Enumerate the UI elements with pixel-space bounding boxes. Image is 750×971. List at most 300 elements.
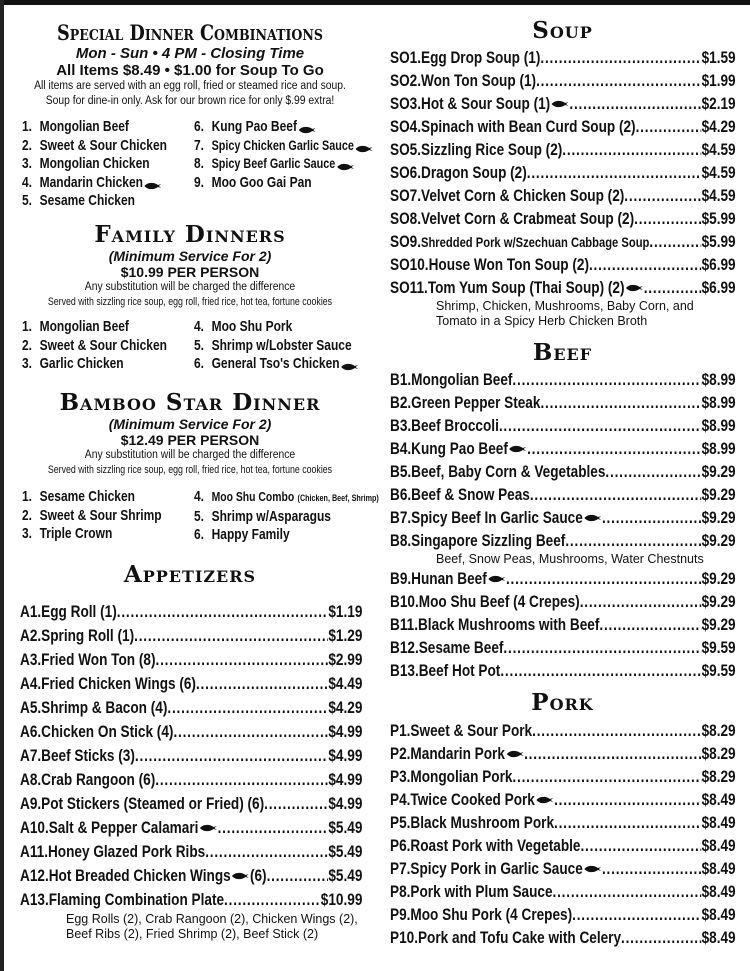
item-price: $9.29 <box>701 531 736 550</box>
item-code: B9. <box>390 569 412 588</box>
combo-item <box>22 525 190 544</box>
menu-item <box>390 788 736 811</box>
dot-leader <box>569 92 701 115</box>
menu-item <box>390 857 736 880</box>
menu-item <box>20 696 362 720</box>
item-name: Black Mushroom Pork <box>410 813 555 832</box>
combo-item <box>22 137 190 156</box>
item-price: $6.99 <box>701 278 736 297</box>
item-code: P1. <box>390 721 411 740</box>
item-price: $4.59 <box>701 186 736 205</box>
item-name: Beef Hot Pot <box>418 661 501 680</box>
item-price: $9.29 <box>701 569 736 588</box>
chili-pepper-icon <box>297 122 316 132</box>
menu-item <box>390 590 736 613</box>
combo-item <box>22 507 190 526</box>
combo-item <box>194 488 379 508</box>
item-number: 5. <box>22 192 33 209</box>
dot-leader <box>605 460 701 483</box>
menu-item <box>390 92 736 115</box>
item-code: SO2. <box>390 71 421 90</box>
dot-leader <box>530 483 702 506</box>
appetizers-list <box>20 600 448 942</box>
item-price: $9.29 <box>701 592 736 611</box>
item-price: $9.29 <box>701 462 736 481</box>
item-number: 1. <box>22 488 33 505</box>
combo-item <box>194 155 362 174</box>
menu-item <box>20 840 362 864</box>
dot-leader <box>264 792 328 816</box>
item-price: $9.29 <box>701 485 736 504</box>
item-number: 3. <box>22 155 33 172</box>
chili-pepper-icon <box>335 159 354 169</box>
item-code: B1. <box>390 370 412 389</box>
item-code: B6. <box>390 485 412 504</box>
item-code: A13. <box>20 890 49 909</box>
dot-leader <box>580 590 702 613</box>
combo-item <box>194 174 362 193</box>
item-code: A2. <box>20 626 42 645</box>
menu-item <box>390 276 736 299</box>
menu-item <box>20 672 362 696</box>
item-price: $4.29 <box>328 698 363 717</box>
dot-leader <box>512 765 701 788</box>
item-code: A7. <box>20 746 42 765</box>
item-price: $10.99 <box>320 890 363 909</box>
dot-leader <box>527 437 701 460</box>
item-code: P4. <box>390 790 411 809</box>
dot-leader <box>527 161 702 184</box>
item-name: Pork and Tofu Cake with Celery <box>417 928 622 947</box>
item-name: Hot & Sour Soup (1) <box>421 94 551 113</box>
item-name: Sizzling Rice Soup (2) <box>421 140 563 159</box>
item-name: Beef & Snow Peas <box>411 485 530 504</box>
item-number: 4. <box>194 318 205 335</box>
dot-leader <box>167 696 328 720</box>
item-price: $5.99 <box>701 209 736 228</box>
page-border-top <box>0 0 750 5</box>
chili-pepper-icon <box>354 141 373 151</box>
dot-leader <box>602 857 702 880</box>
item-name: Velvet Corn & Chicken Soup (2) <box>421 186 625 205</box>
item-code: SO3. <box>390 94 421 113</box>
combo-item <box>194 526 362 545</box>
dot-leader <box>503 636 701 659</box>
combo-item <box>194 337 362 356</box>
item-code: A5. <box>20 698 42 717</box>
item-price: $4.99 <box>328 722 363 741</box>
item-name: Shredded Pork w/Szechuan Cabbage Soup <box>421 234 650 250</box>
item-name: Spring Roll (1) <box>41 626 135 645</box>
menu-item <box>390 659 736 682</box>
menu-item <box>390 834 736 857</box>
item-code: A4. <box>20 674 42 693</box>
chili-pepper-icon <box>583 506 602 516</box>
item-code: SO4. <box>390 117 421 136</box>
menu-item <box>390 636 736 659</box>
item-price: $2.19 <box>701 94 736 113</box>
section-title: Special Dinner Combinations <box>57 20 323 45</box>
section-title: Bamboo Star Dinner <box>59 389 321 416</box>
menu-item <box>390 230 736 253</box>
item-name: Kung Pao Beef <box>211 118 297 135</box>
item-price: $8.29 <box>701 767 736 786</box>
item-price: $9.59 <box>701 638 736 657</box>
item-price: $8.49 <box>701 928 736 947</box>
beef-header <box>385 340 740 366</box>
item-name: Roast Pork with Vegetable <box>410 836 581 855</box>
dot-leader <box>524 742 701 765</box>
chili-pepper-icon <box>625 276 644 286</box>
item-price: $9.59 <box>701 661 736 680</box>
item-price: $1.29 <box>328 626 363 645</box>
combo-item <box>194 137 362 156</box>
menu-item <box>20 768 362 792</box>
item-name: Triple Crown <box>39 525 113 542</box>
dot-leader <box>532 719 701 742</box>
item-code: SO11. <box>390 278 428 297</box>
item-price: $1.59 <box>701 48 736 67</box>
dot-leader <box>205 840 328 864</box>
menu-item <box>390 567 736 590</box>
item-name: Pork with Plum Sauce <box>410 882 553 901</box>
item-code: B11. <box>390 615 418 634</box>
dot-leader <box>554 788 701 811</box>
item-code: A6. <box>20 722 42 741</box>
dot-leader <box>196 672 328 696</box>
item-number: 2. <box>22 136 33 154</box>
item-number: 1. <box>22 318 33 335</box>
combo-item <box>22 192 190 211</box>
dot-leader <box>649 230 701 253</box>
item-name: Mongolian Pork <box>410 767 513 786</box>
item-name: General Tso's Chicken <box>211 355 340 372</box>
item-code: B10. <box>390 592 419 611</box>
item-code: B13. <box>390 661 419 680</box>
description: All items are served with an egg roll, fried or steamed rice and soup. <box>34 80 346 92</box>
item-price: $9.29 <box>701 615 736 634</box>
item-price: $8.49 <box>701 813 736 832</box>
combo-item <box>22 337 190 356</box>
combo-item <box>22 488 190 507</box>
item-code: A3. <box>20 650 42 669</box>
chili-pepper-icon <box>583 857 602 867</box>
item-price: $8.99 <box>701 370 736 389</box>
dot-leader <box>634 207 701 230</box>
dot-leader <box>218 816 329 840</box>
dot-leader <box>540 46 701 69</box>
item-name: Happy Family <box>211 526 290 543</box>
item-name: Singapore Sizzling Beef <box>411 531 566 550</box>
item-price: $9.29 <box>701 508 736 527</box>
dot-leader <box>589 253 702 276</box>
menu-item <box>20 864 362 888</box>
item-number: 6. <box>194 118 205 135</box>
item-code: SO10. <box>390 255 429 274</box>
item-price: $8.29 <box>701 744 736 763</box>
section-title: Appetizers <box>123 561 257 588</box>
item-name: Honey Glazed Pork Ribs <box>47 842 206 861</box>
item-name: Moo Shu Pork <box>211 318 293 335</box>
dot-leader <box>173 720 328 744</box>
item-name: Mongolian Beef <box>411 370 513 389</box>
item-name: Fried Won Ton (8) <box>41 650 156 669</box>
menu-item <box>20 720 362 744</box>
item-price: $4.49 <box>328 674 363 693</box>
item-number: 7. <box>194 136 205 154</box>
item-code: B12. <box>390 638 419 657</box>
bamboo-star-section <box>10 390 370 478</box>
chili-pepper-icon <box>198 816 217 826</box>
menu-item <box>390 253 736 276</box>
item-name: Egg Drop Soup (1) <box>421 48 541 67</box>
item-name: Beef Broccoli <box>411 416 499 435</box>
item-number: 5. <box>194 507 205 525</box>
item-description: Shrimp, Chicken, Mushrooms, Baby Corn, and <box>436 299 694 313</box>
item-name: Won Ton Soup (1) <box>421 71 537 90</box>
chili-pepper-icon <box>487 567 506 577</box>
item-description: Egg Rolls (2), Crab Rangoon (2), Chicken Wings (2), <box>66 912 358 926</box>
item-name: Sweet & Sour Chicken <box>39 336 167 354</box>
item-name: Spicy Pork in Garlic Sauce <box>410 859 583 878</box>
item-code: B4. <box>390 439 412 458</box>
menu-item <box>390 529 736 552</box>
item-code: SO6. <box>390 163 421 182</box>
dot-leader <box>572 903 701 926</box>
menu-item <box>390 391 736 414</box>
menu-item <box>20 792 362 816</box>
item-code: B2. <box>390 393 412 412</box>
item-code: A11. <box>20 842 48 861</box>
hours: Mon - Sun • 4 PM - Closing Time <box>75 45 305 62</box>
menu-item <box>390 184 736 207</box>
item-number: 4. <box>194 488 205 505</box>
item-name: Beef Sticks (3) <box>41 746 135 765</box>
dot-leader <box>156 648 329 672</box>
dot-leader <box>512 368 701 391</box>
description: Any substitution will be charged the difference <box>84 281 296 293</box>
menu-item <box>390 46 736 69</box>
item-name: Mandarin Pork <box>410 744 505 763</box>
family-dinners-section <box>10 222 370 310</box>
item-price: $4.99 <box>328 746 363 765</box>
dot-leader <box>267 864 329 888</box>
menu-item <box>390 880 736 903</box>
item-code: A12. <box>20 866 49 885</box>
item-price: $5.99 <box>701 232 736 251</box>
dot-leader <box>117 600 329 624</box>
dot-leader <box>602 506 702 529</box>
price-line: $12.49 PER PERSON <box>120 432 260 448</box>
dot-leader <box>155 768 328 792</box>
dot-leader <box>565 529 701 552</box>
menu-item <box>390 115 736 138</box>
item-price: $8.49 <box>701 882 736 901</box>
item-name: Garlic Chicken <box>39 355 124 372</box>
pork-header <box>385 690 740 716</box>
description: Soup for dine-in only. Ask for our brown rice for only $.99 extra! <box>45 95 335 107</box>
menu-item <box>390 460 736 483</box>
description: Any substitution will be charged the difference <box>84 449 296 461</box>
item-number: 3. <box>22 355 33 372</box>
price-line: All Items $8.49 • $1.00 for Soup To Go <box>56 62 324 79</box>
dot-leader <box>599 613 701 636</box>
section-title: Soup <box>532 17 593 44</box>
item-code: B5. <box>390 462 412 481</box>
dot-leader <box>540 391 701 414</box>
item-price: $8.99 <box>701 416 736 435</box>
menu-item <box>20 624 362 648</box>
combo-item <box>22 318 190 337</box>
item-name: Moo Shu Beef (4 Crepes) <box>418 592 580 611</box>
item-number: 9. <box>194 173 205 191</box>
item-suffix: (6) <box>249 866 267 885</box>
item-price: $4.59 <box>701 140 736 159</box>
item-name: Sweet & Sour Shrimp <box>39 506 162 524</box>
item-name: Green Pepper Steak <box>411 393 541 412</box>
item-code: A8. <box>20 770 42 789</box>
item-price: $1.99 <box>701 71 736 90</box>
menu-item <box>390 926 736 949</box>
item-name: Moo Shu Combo <box>211 489 295 504</box>
item-name: Chicken On Stick (4) <box>41 722 174 741</box>
item-price: $8.49 <box>701 836 736 855</box>
item-name: Mongolian Chicken <box>39 155 150 172</box>
section-title: Pork <box>531 689 594 716</box>
menu-item <box>390 903 736 926</box>
item-detail: (Chicken, Beef, Shrimp) <box>297 493 379 503</box>
item-name: Twice Cooked Pork <box>410 790 535 809</box>
item-name: Sweet & Sour Chicken <box>39 136 167 154</box>
description: Served with sizzling rice soup, egg roll, fried rice, hot tea, fortune cookies <box>47 296 333 308</box>
item-price: $8.49 <box>701 905 736 924</box>
item-name: Sweet & Sour Pork <box>410 721 533 740</box>
section-title: Beef <box>532 339 593 366</box>
item-number: 4. <box>22 173 33 191</box>
combo-column <box>194 318 404 374</box>
item-description: Beef, Snow Peas, Mushrooms, Water Chestnuts <box>436 552 704 566</box>
item-number: 1. <box>22 118 33 135</box>
special-dinner-section <box>10 20 370 109</box>
item-name: Spicy Beef Garlic Sauce <box>211 156 336 171</box>
item-code: B7. <box>390 508 412 527</box>
dot-leader <box>499 414 702 437</box>
item-code: B3. <box>390 416 412 435</box>
item-price: $2.99 <box>328 650 363 669</box>
item-name: Moo Shu Pork (4 Crepes) <box>410 905 573 924</box>
minimum-service: (Minimum Service For 2) <box>108 248 272 264</box>
item-name: Mandarin Chicken <box>39 173 143 191</box>
chili-pepper-icon <box>340 359 359 369</box>
menu-item <box>390 138 736 161</box>
chili-pepper-icon <box>535 788 554 798</box>
item-name: Kung Pao Beef <box>411 439 508 458</box>
soup-list <box>390 46 750 329</box>
item-code: SO1. <box>390 48 421 67</box>
item-name: Moo Goo Gai Pan <box>211 173 312 191</box>
item-price: $5.49 <box>328 818 363 837</box>
dot-leader <box>644 276 702 299</box>
item-price: $4.59 <box>701 163 736 182</box>
menu-item <box>390 437 736 460</box>
menu-item <box>390 506 736 529</box>
item-number: 2. <box>22 506 33 524</box>
item-code: P7. <box>390 859 411 878</box>
item-price: $4.99 <box>328 770 363 789</box>
menu-item <box>20 816 362 840</box>
item-price: $5.49 <box>328 866 363 885</box>
item-price: $8.49 <box>701 790 736 809</box>
item-number: 8. <box>194 155 205 172</box>
item-name: Shrimp & Bacon (4) <box>41 698 168 717</box>
chili-pepper-icon <box>508 437 527 447</box>
price-line: $10.99 PER PERSON <box>120 264 260 280</box>
item-code: P10. <box>390 928 418 947</box>
item-name: Mongolian Beef <box>39 318 129 335</box>
dot-leader <box>554 811 702 834</box>
combo-item <box>194 318 362 337</box>
menu-item <box>390 69 736 92</box>
item-code: SO7. <box>390 186 421 205</box>
item-name: Flaming Combination Plate <box>48 890 225 909</box>
item-number: 6. <box>194 355 205 372</box>
item-description: Tomato in a Spicy Herb Chicken Broth <box>436 314 648 328</box>
menu-item <box>390 368 736 391</box>
item-number: 6. <box>194 526 205 543</box>
menu-item <box>390 613 736 636</box>
item-code: P5. <box>390 813 411 832</box>
chili-pepper-icon <box>505 742 524 752</box>
combo-column <box>194 118 404 192</box>
appetizers-header <box>10 562 370 588</box>
item-price: $8.49 <box>701 859 736 878</box>
item-price: $6.99 <box>701 255 736 274</box>
menu-item <box>390 483 736 506</box>
pork-list <box>390 719 750 949</box>
item-name: Fried Chicken Wings (6) <box>41 674 196 693</box>
item-name: Sesame Chicken <box>39 192 135 209</box>
item-name: Pot Stickers (Steamed or Fried) (6) <box>41 794 265 813</box>
dot-leader <box>536 69 701 92</box>
menu-item <box>390 765 736 788</box>
item-name: Shrimp w/Lobster Sauce <box>211 336 352 354</box>
item-name: Hunan Beef <box>411 569 487 588</box>
item-price: $4.29 <box>701 117 736 136</box>
item-name: Beef, Baby Corn & Vegetables <box>411 462 606 481</box>
soup-header <box>385 18 740 44</box>
item-number: 2. <box>22 336 33 354</box>
item-number: 5. <box>194 336 205 354</box>
item-code: P8. <box>390 882 411 901</box>
item-code: A9. <box>20 794 42 813</box>
combo-item <box>22 174 190 193</box>
combo-item <box>22 155 190 174</box>
beef-list <box>390 368 750 682</box>
item-name: Crab Rangoon (6) <box>41 770 156 789</box>
item-description: Beef Ribs (2), Fried Shrimp (2), Beef Stick (2) <box>66 927 319 941</box>
item-name: Salt & Pepper Calamari <box>48 818 199 837</box>
item-code: B8. <box>390 531 412 550</box>
item-name: Shrimp w/Asparagus <box>211 507 331 525</box>
item-code: A1. <box>20 602 42 621</box>
item-name: Spicy Chicken Garlic Sauce <box>211 137 354 153</box>
item-code: SO8. <box>390 209 421 228</box>
item-name: Velvet Corn & Crabmeat Soup (2) <box>421 209 635 228</box>
chili-pepper-icon <box>143 178 162 188</box>
item-price: $4.99 <box>328 794 363 813</box>
menu-item <box>20 744 362 768</box>
combo-column <box>194 488 404 545</box>
